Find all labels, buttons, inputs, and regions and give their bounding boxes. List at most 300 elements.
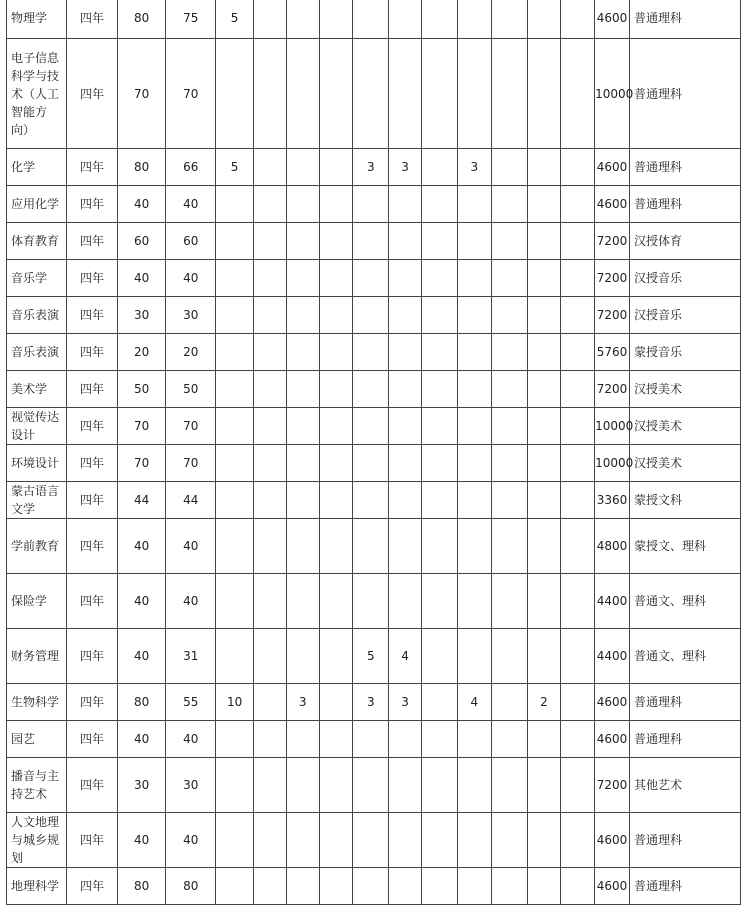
- table-row: [7, 371, 741, 408]
- quota-cell-3: [254, 260, 287, 297]
- quota-cell-3: [254, 334, 287, 371]
- years-cell: 四年: [67, 684, 118, 721]
- quota-cell-2: [216, 519, 254, 574]
- table-row: [7, 39, 741, 149]
- major-cell: 音乐表演: [7, 297, 67, 334]
- plan-total-cell: 80: [117, 149, 166, 186]
- tuition-cell: 5760: [595, 334, 630, 371]
- plan-total-cell: 40: [117, 186, 166, 223]
- quota-cell-4: [286, 868, 319, 905]
- quota-cell-4: [286, 0, 319, 39]
- quota-cell-10: [491, 260, 527, 297]
- quota-cell-12: [561, 223, 595, 260]
- table-row: [7, 260, 741, 297]
- quota-cell-2: [216, 39, 254, 149]
- quota-cell-5: [319, 868, 353, 905]
- quota-cell-12: [561, 297, 595, 334]
- quota-cell-6: [353, 868, 389, 905]
- quota-cell-1: 55: [166, 684, 216, 721]
- quota-cell-8: [421, 297, 457, 334]
- quota-cell-4: [286, 149, 319, 186]
- quota-cell-11: [527, 149, 561, 186]
- quota-cell-6: [353, 758, 389, 813]
- quota-cell-8: [421, 223, 457, 260]
- quota-cell-3: [254, 408, 287, 445]
- quota-cell-5: [319, 482, 353, 519]
- quota-cell-7: [389, 260, 422, 297]
- quota-cell-5: [319, 149, 353, 186]
- quota-cell-7: [389, 519, 422, 574]
- quota-cell-9: [457, 482, 491, 519]
- quota-cell-11: [527, 371, 561, 408]
- tuition-cell: 10000: [595, 408, 630, 445]
- quota-cell-5: [319, 684, 353, 721]
- quota-cell-11: [527, 629, 561, 684]
- quota-cell-11: [527, 334, 561, 371]
- major-cell: 学前教育: [7, 519, 67, 574]
- quota-cell-5: [319, 445, 353, 482]
- tuition-cell: 4600: [595, 813, 630, 868]
- plan-total-cell: 40: [117, 813, 166, 868]
- quota-cell-12: [561, 408, 595, 445]
- quota-cell-9: 3: [457, 149, 491, 186]
- quota-cell-4: [286, 334, 319, 371]
- table-row: [7, 297, 741, 334]
- quota-cell-1: 30: [166, 297, 216, 334]
- quota-cell-11: [527, 721, 561, 758]
- quota-cell-1: 31: [166, 629, 216, 684]
- quota-cell-10: [491, 371, 527, 408]
- tuition-cell: 4400: [595, 574, 630, 629]
- quota-cell-10: [491, 629, 527, 684]
- quota-cell-6: [353, 721, 389, 758]
- plan-total-cell: 30: [117, 758, 166, 813]
- table-row: [7, 721, 741, 758]
- quota-cell-1: 66: [166, 149, 216, 186]
- quota-cell-1: 30: [166, 758, 216, 813]
- years-cell: 四年: [67, 39, 118, 149]
- quota-cell-2: [216, 408, 254, 445]
- quota-cell-6: [353, 297, 389, 334]
- quota-cell-8: [421, 260, 457, 297]
- quota-cell-7: [389, 334, 422, 371]
- quota-cell-7: [389, 482, 422, 519]
- years-cell: 四年: [67, 334, 118, 371]
- quota-cell-3: [254, 149, 287, 186]
- quota-cell-6: [353, 519, 389, 574]
- quota-cell-1: 70: [166, 39, 216, 149]
- quota-cell-2: [216, 813, 254, 868]
- tuition-cell: 7200: [595, 371, 630, 408]
- table-row: [7, 149, 741, 186]
- quota-cell-5: [319, 721, 353, 758]
- major-cell: 地理科学: [7, 868, 67, 905]
- plan-total-cell: 40: [117, 574, 166, 629]
- category-cell: 普通理科: [629, 684, 740, 721]
- quota-cell-9: [457, 629, 491, 684]
- plan-total-cell: 40: [117, 519, 166, 574]
- quota-cell-9: [457, 371, 491, 408]
- quota-cell-11: [527, 223, 561, 260]
- quota-cell-12: [561, 0, 595, 39]
- quota-cell-8: [421, 684, 457, 721]
- quota-cell-1: 40: [166, 813, 216, 868]
- tuition-cell: 7200: [595, 758, 630, 813]
- quota-cell-3: [254, 482, 287, 519]
- quota-cell-2: 5: [216, 149, 254, 186]
- table-row: [7, 684, 741, 721]
- quota-cell-3: [254, 629, 287, 684]
- quota-cell-12: [561, 574, 595, 629]
- quota-cell-2: [216, 223, 254, 260]
- table-row: [7, 574, 741, 629]
- quota-cell-6: [353, 574, 389, 629]
- quota-cell-7: [389, 297, 422, 334]
- quota-cell-4: 3: [286, 684, 319, 721]
- quota-cell-2: [216, 629, 254, 684]
- quota-cell-10: [491, 684, 527, 721]
- quota-cell-7: [389, 721, 422, 758]
- quota-cell-11: [527, 758, 561, 813]
- quota-cell-12: [561, 684, 595, 721]
- quota-cell-5: [319, 813, 353, 868]
- years-cell: 四年: [67, 445, 118, 482]
- category-cell: 普通理科: [629, 39, 740, 149]
- quota-cell-5: [319, 186, 353, 223]
- years-cell: 四年: [67, 223, 118, 260]
- quota-cell-5: [319, 260, 353, 297]
- quota-cell-4: [286, 186, 319, 223]
- quota-cell-8: [421, 334, 457, 371]
- years-cell: 四年: [67, 721, 118, 758]
- quota-cell-4: [286, 39, 319, 149]
- category-cell: 普通理科: [629, 868, 740, 905]
- major-cell: 物理学: [7, 0, 67, 39]
- quota-cell-7: [389, 813, 422, 868]
- category-cell: 汉授美术: [629, 371, 740, 408]
- quota-cell-7: [389, 574, 422, 629]
- quota-cell-3: [254, 39, 287, 149]
- quota-cell-5: [319, 334, 353, 371]
- plan-total-cell: 40: [117, 721, 166, 758]
- quota-cell-1: 40: [166, 186, 216, 223]
- quota-cell-6: [353, 445, 389, 482]
- quota-cell-7: [389, 39, 422, 149]
- plan-total-cell: 70: [117, 408, 166, 445]
- quota-cell-10: [491, 482, 527, 519]
- quota-cell-1: 40: [166, 721, 216, 758]
- quota-cell-6: 5: [353, 629, 389, 684]
- years-cell: 四年: [67, 297, 118, 334]
- quota-cell-10: [491, 445, 527, 482]
- plan-total-cell: 40: [117, 629, 166, 684]
- quota-cell-7: [389, 758, 422, 813]
- quota-cell-2: [216, 260, 254, 297]
- years-cell: 四年: [67, 0, 118, 39]
- quota-cell-12: [561, 186, 595, 223]
- tuition-cell: 4600: [595, 684, 630, 721]
- tuition-cell: 3360: [595, 482, 630, 519]
- quota-cell-5: [319, 371, 353, 408]
- quota-cell-10: [491, 868, 527, 905]
- category-cell: 汉授体育: [629, 223, 740, 260]
- quota-cell-12: [561, 371, 595, 408]
- quota-cell-1: 40: [166, 260, 216, 297]
- quota-cell-9: 4: [457, 684, 491, 721]
- quota-cell-4: [286, 629, 319, 684]
- quota-cell-5: [319, 408, 353, 445]
- quota-cell-10: [491, 334, 527, 371]
- quota-cell-8: [421, 813, 457, 868]
- quota-cell-12: [561, 629, 595, 684]
- quota-cell-10: [491, 223, 527, 260]
- major-cell: 园艺: [7, 721, 67, 758]
- quota-cell-12: [561, 519, 595, 574]
- quota-cell-5: [319, 574, 353, 629]
- years-cell: 四年: [67, 758, 118, 813]
- category-cell: 普通文、理科: [629, 629, 740, 684]
- tuition-cell: 4800: [595, 519, 630, 574]
- quota-cell-1: 20: [166, 334, 216, 371]
- table-row: [7, 868, 741, 905]
- category-cell: 普通理科: [629, 721, 740, 758]
- quota-cell-11: [527, 297, 561, 334]
- major-cell: 体育教育: [7, 223, 67, 260]
- quota-cell-1: 44: [166, 482, 216, 519]
- major-cell: 财务管理: [7, 629, 67, 684]
- years-cell: 四年: [67, 813, 118, 868]
- table-row: [7, 813, 741, 868]
- plan-total-cell: 30: [117, 297, 166, 334]
- quota-cell-10: [491, 0, 527, 39]
- quota-cell-8: [421, 39, 457, 149]
- major-cell: 应用化学: [7, 186, 67, 223]
- quota-cell-12: [561, 334, 595, 371]
- enrollment-plan-table: [6, 0, 741, 905]
- table-row: [7, 186, 741, 223]
- table-row: [7, 0, 741, 39]
- tuition-cell: 4600: [595, 149, 630, 186]
- quota-cell-9: [457, 260, 491, 297]
- quota-cell-3: [254, 574, 287, 629]
- quota-cell-1: 60: [166, 223, 216, 260]
- quota-cell-1: 40: [166, 519, 216, 574]
- category-cell: 蒙授文科: [629, 482, 740, 519]
- quota-cell-2: [216, 334, 254, 371]
- quota-cell-9: [457, 445, 491, 482]
- major-cell: 播音与主持艺术: [7, 758, 67, 813]
- quota-cell-6: [353, 813, 389, 868]
- quota-cell-3: [254, 758, 287, 813]
- tuition-cell: 7200: [595, 223, 630, 260]
- tuition-cell: 7200: [595, 297, 630, 334]
- plan-total-cell: 50: [117, 371, 166, 408]
- category-cell: 蒙授音乐: [629, 334, 740, 371]
- major-cell: 蒙古语言文学: [7, 482, 67, 519]
- quota-cell-1: 70: [166, 445, 216, 482]
- quota-cell-11: [527, 574, 561, 629]
- quota-cell-3: [254, 813, 287, 868]
- quota-cell-1: 40: [166, 574, 216, 629]
- quota-cell-8: [421, 445, 457, 482]
- years-cell: 四年: [67, 408, 118, 445]
- quota-cell-2: [216, 482, 254, 519]
- plan-total-cell: 70: [117, 39, 166, 149]
- quota-cell-2: [216, 297, 254, 334]
- quota-cell-4: [286, 758, 319, 813]
- quota-cell-2: [216, 186, 254, 223]
- quota-cell-12: [561, 445, 595, 482]
- category-cell: 其他艺术: [629, 758, 740, 813]
- quota-cell-1: 70: [166, 408, 216, 445]
- quota-cell-2: [216, 758, 254, 813]
- quota-cell-5: [319, 223, 353, 260]
- quota-cell-5: [319, 297, 353, 334]
- quota-cell-8: [421, 629, 457, 684]
- tuition-cell: 4600: [595, 868, 630, 905]
- quota-cell-5: [319, 39, 353, 149]
- quota-cell-8: [421, 519, 457, 574]
- quota-cell-9: [457, 186, 491, 223]
- major-cell: 环境设计: [7, 445, 67, 482]
- quota-cell-7: [389, 371, 422, 408]
- major-cell: 美术学: [7, 371, 67, 408]
- quota-cell-11: [527, 445, 561, 482]
- quota-cell-4: [286, 813, 319, 868]
- quota-cell-7: 4: [389, 629, 422, 684]
- quota-cell-2: [216, 371, 254, 408]
- quota-cell-9: [457, 334, 491, 371]
- quota-cell-8: [421, 574, 457, 629]
- quota-cell-4: [286, 574, 319, 629]
- quota-cell-5: [319, 0, 353, 39]
- table-row: [7, 519, 741, 574]
- quota-cell-11: [527, 260, 561, 297]
- quota-cell-8: [421, 149, 457, 186]
- quota-cell-7: [389, 868, 422, 905]
- years-cell: 四年: [67, 519, 118, 574]
- category-cell: 普通理科: [629, 813, 740, 868]
- quota-cell-10: [491, 297, 527, 334]
- quota-cell-9: [457, 574, 491, 629]
- quota-cell-9: [457, 223, 491, 260]
- quota-cell-11: [527, 408, 561, 445]
- quota-cell-2: [216, 574, 254, 629]
- quota-cell-12: [561, 149, 595, 186]
- table-row: [7, 408, 741, 445]
- plan-total-cell: 40: [117, 260, 166, 297]
- quota-cell-12: [561, 482, 595, 519]
- quota-cell-8: [421, 371, 457, 408]
- table-row: [7, 445, 741, 482]
- quota-cell-8: [421, 758, 457, 813]
- plan-total-cell: 60: [117, 223, 166, 260]
- quota-cell-3: [254, 519, 287, 574]
- quota-cell-3: [254, 371, 287, 408]
- tuition-cell: 4600: [595, 186, 630, 223]
- quota-cell-11: [527, 813, 561, 868]
- quota-cell-10: [491, 149, 527, 186]
- quota-cell-4: [286, 721, 319, 758]
- years-cell: 四年: [67, 186, 118, 223]
- quota-cell-7: [389, 223, 422, 260]
- quota-cell-8: [421, 408, 457, 445]
- tuition-cell: 4400: [595, 629, 630, 684]
- quota-cell-12: [561, 721, 595, 758]
- category-cell: 普通理科: [629, 0, 740, 39]
- quota-cell-4: [286, 371, 319, 408]
- quota-cell-12: [561, 260, 595, 297]
- tuition-cell: 10000: [595, 39, 630, 149]
- table-row: [7, 758, 741, 813]
- years-cell: 四年: [67, 629, 118, 684]
- quota-cell-3: [254, 0, 287, 39]
- major-cell: 化学: [7, 149, 67, 186]
- quota-cell-1: 75: [166, 0, 216, 39]
- quota-cell-6: [353, 334, 389, 371]
- quota-cell-6: [353, 223, 389, 260]
- quota-cell-11: [527, 0, 561, 39]
- quota-cell-7: [389, 408, 422, 445]
- quota-cell-11: 2: [527, 684, 561, 721]
- major-cell: 电子信息科学与技术（人工智能方向）: [7, 39, 67, 149]
- quota-cell-12: [561, 758, 595, 813]
- category-cell: 普通理科: [629, 186, 740, 223]
- table-row: [7, 334, 741, 371]
- quota-cell-3: [254, 297, 287, 334]
- tuition-cell: 4600: [595, 0, 630, 39]
- quota-cell-9: [457, 868, 491, 905]
- quota-cell-6: [353, 260, 389, 297]
- tuition-cell: 7200: [595, 260, 630, 297]
- quota-cell-3: [254, 868, 287, 905]
- quota-cell-1: 50: [166, 371, 216, 408]
- table-row: [7, 482, 741, 519]
- major-cell: 保险学: [7, 574, 67, 629]
- quota-cell-4: [286, 482, 319, 519]
- plan-total-cell: 20: [117, 334, 166, 371]
- quota-cell-6: [353, 482, 389, 519]
- table-row: [7, 629, 741, 684]
- quota-cell-10: [491, 186, 527, 223]
- quota-cell-12: [561, 39, 595, 149]
- quota-cell-11: [527, 39, 561, 149]
- quota-cell-7: [389, 445, 422, 482]
- major-cell: 音乐学: [7, 260, 67, 297]
- quota-cell-4: [286, 445, 319, 482]
- quota-cell-6: 3: [353, 684, 389, 721]
- quota-cell-11: [527, 482, 561, 519]
- quota-cell-2: [216, 445, 254, 482]
- quota-cell-7: 3: [389, 684, 422, 721]
- quota-cell-9: [457, 519, 491, 574]
- quota-cell-2: [216, 868, 254, 905]
- quota-cell-5: [319, 519, 353, 574]
- quota-cell-3: [254, 684, 287, 721]
- quota-cell-7: 3: [389, 149, 422, 186]
- quota-cell-9: [457, 758, 491, 813]
- quota-cell-4: [286, 408, 319, 445]
- category-cell: 汉授美术: [629, 408, 740, 445]
- major-cell: 生物科学: [7, 684, 67, 721]
- quota-cell-8: [421, 186, 457, 223]
- quota-cell-3: [254, 445, 287, 482]
- plan-total-cell: 80: [117, 0, 166, 39]
- quota-cell-6: [353, 0, 389, 39]
- quota-cell-6: [353, 408, 389, 445]
- quota-cell-11: [527, 868, 561, 905]
- quota-cell-10: [491, 39, 527, 149]
